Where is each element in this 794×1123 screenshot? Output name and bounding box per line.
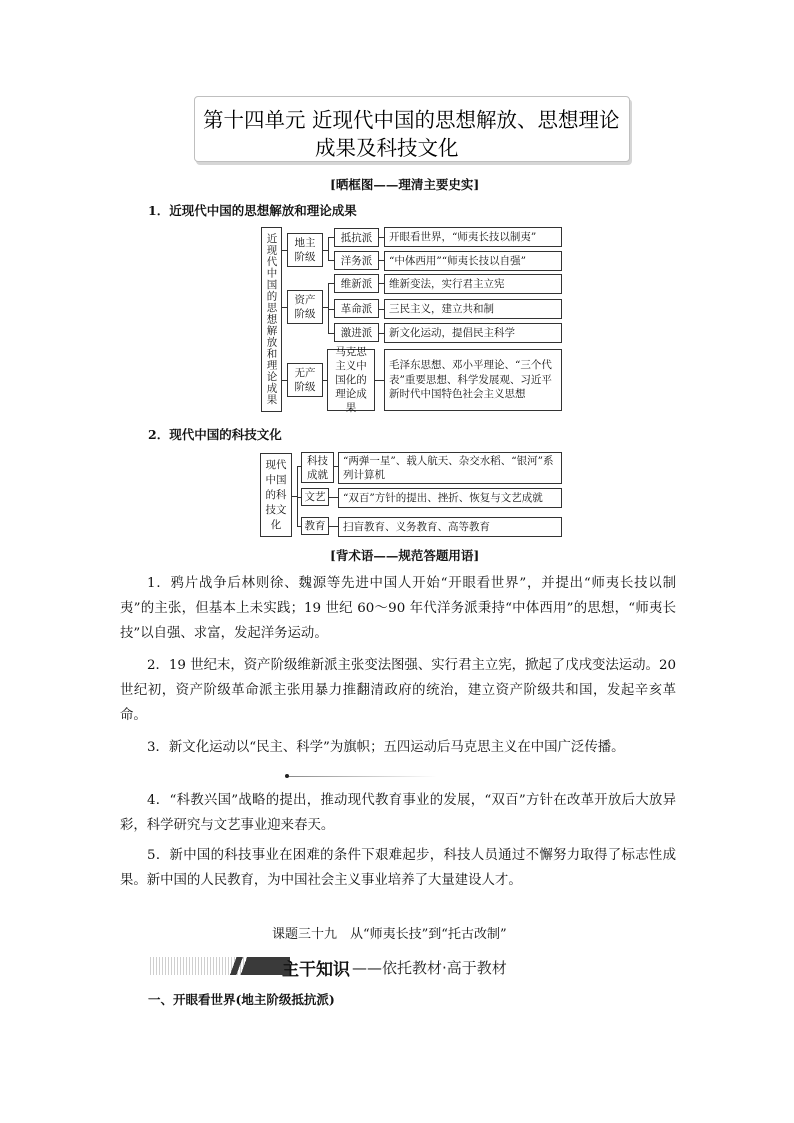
subsection-heading: 一、开眼看世界(地主阶级抵抗派) (148, 992, 335, 1007)
paragraph-4: 4．“科教兴国”战略的提出，推动现代教育事业的发展，“双百”方针在改革开放后大放异彩，科学研究与文艺事业迎来春天。 (120, 793, 676, 833)
item-label-arts: 文艺 (304, 491, 326, 503)
item-label-resistance: 抵抗派 (340, 231, 373, 244)
item-label-radical: 激进派 (340, 326, 373, 339)
diagram2-root-label: 现代中国的科技文化 (265, 458, 287, 531)
desc-box-reform (384, 274, 562, 294)
banner-main-text: 主干知识 (282, 960, 350, 980)
banner-slash (228, 957, 278, 975)
divider-dot (285, 774, 289, 778)
paragraph-1: 1．鸦片战争后林则徐、魏源等先进中国人开始“开眼看世界”，并提出“师夷长技以制夷”的主张，但基本上未实践；19 世纪 60～90 年代洋务派秉持“中体西用”的思想，“师夷长技”以自强、求富，发起洋务运动。 (120, 576, 676, 641)
desc-box-westernization (384, 251, 562, 271)
desc-text-revolution: 三民主义，建立共和制 (389, 303, 494, 315)
item-box-education (301, 517, 329, 535)
item-label-sci-achievement: 科技成就 (307, 454, 328, 481)
class-label-bourgeois: 资产阶级 (294, 294, 316, 320)
desc-box-radical (384, 323, 562, 343)
divider-line (287, 776, 437, 777)
paragraph-2: 2．19 世纪末，资产阶级维新派主张变法图强、实行君主立宪，掀起了戊戌变法运动。20 世纪初，资产阶级革命派主张用暴力推翻清政府的统治，建立资产阶级共和国，发起辛亥革命。 (120, 658, 676, 723)
desc-text-sci-achievement: “两弹一星”、载人航天、杂交水稻、“银河”系列计算机 (343, 455, 554, 481)
desc-text-education: 扫盲教育、义务教育、高等教育 (343, 521, 490, 533)
diagram2-root (260, 453, 292, 537)
class-label-proletariat: 无产阶级 (294, 367, 316, 393)
item-label-westernization: 洋务派 (340, 254, 373, 267)
class-box-landlord (287, 233, 323, 267)
desc-text-reform: 维新变法，实行君主立宪 (389, 278, 505, 290)
item-label-marxism: 马克思主义中国化的理论成果 (335, 346, 367, 414)
desc-box-arts (338, 488, 562, 508)
part1-heading: 1．近现代中国的思想解放和理论成果 (148, 203, 357, 218)
diagram1-root (261, 227, 282, 412)
desc-text-marxism: 毛泽东思想、邓小平理论、“三个代表”重要思想、科学发展观、习近平新时代中国特色社会主义思想 (389, 359, 552, 401)
banner-sub-text: ——依托教材·高于教材 (352, 959, 507, 977)
desc-box-resistance (384, 227, 562, 247)
unit-title-line-1: 第十四单元 近现代中国的思想解放、思想理论 (203, 108, 620, 132)
item-box-sci-achievement (301, 452, 334, 483)
class-box-bourgeois (287, 290, 323, 324)
desc-box-sci-achievement (338, 452, 562, 484)
item-box-revolution (334, 299, 379, 318)
desc-text-arts: “双百”方针的提出、挫折、恢复与文艺成就 (343, 492, 543, 504)
lesson-title: 课题三十九 从“师夷长技”到“托古改制” (272, 927, 507, 942)
paragraph-3: 3．新文化运动以“民主、科学”为旗帜；五四运动后马克思主义在中国广泛传播。 (147, 740, 625, 755)
desc-box-revolution (384, 299, 562, 319)
item-label-reform: 维新派 (340, 277, 373, 290)
unit-title-line-2: 成果及科技文化 (315, 136, 459, 160)
desc-box-education (338, 517, 562, 537)
section-recite-heading: [背术语——规范答题用语] (330, 548, 480, 563)
desc-text-westernization: “中体西用”“师夷长技以自强” (389, 255, 526, 267)
item-box-westernization (334, 251, 379, 270)
desc-text-resistance: 开眼看世界，“师夷长技以制夷” (389, 231, 537, 243)
diagram1-root-label: 近现代中国的思想解放和理论成果 (265, 233, 278, 406)
desc-box-marxism (384, 349, 562, 411)
class-box-proletariat (287, 363, 323, 397)
desc-text-radical: 新文化运动，提倡民主科学 (389, 327, 515, 339)
item-box-reform (334, 274, 379, 293)
unit-title-box (194, 96, 630, 162)
item-box-arts (301, 488, 329, 506)
item-box-resistance (334, 228, 379, 247)
section-frame-heading: [晒框图——理清主要史实] (330, 177, 480, 192)
item-box-radical (334, 323, 379, 342)
paragraph-5: 5．新中国的科技事业在困难的条件下艰难起步，科技人员通过不懈努力取得了标志性成果。新中国的人民教育，为中国社会主义事业培养了大量建设人才。 (120, 848, 676, 888)
item-label-revolution: 革命派 (340, 302, 373, 315)
part2-heading: 2．现代中国的科技文化 (148, 427, 282, 442)
item-box-marxism (327, 346, 375, 414)
item-label-education: 教育 (304, 520, 326, 532)
class-label-landlord: 地主阶级 (294, 237, 316, 263)
